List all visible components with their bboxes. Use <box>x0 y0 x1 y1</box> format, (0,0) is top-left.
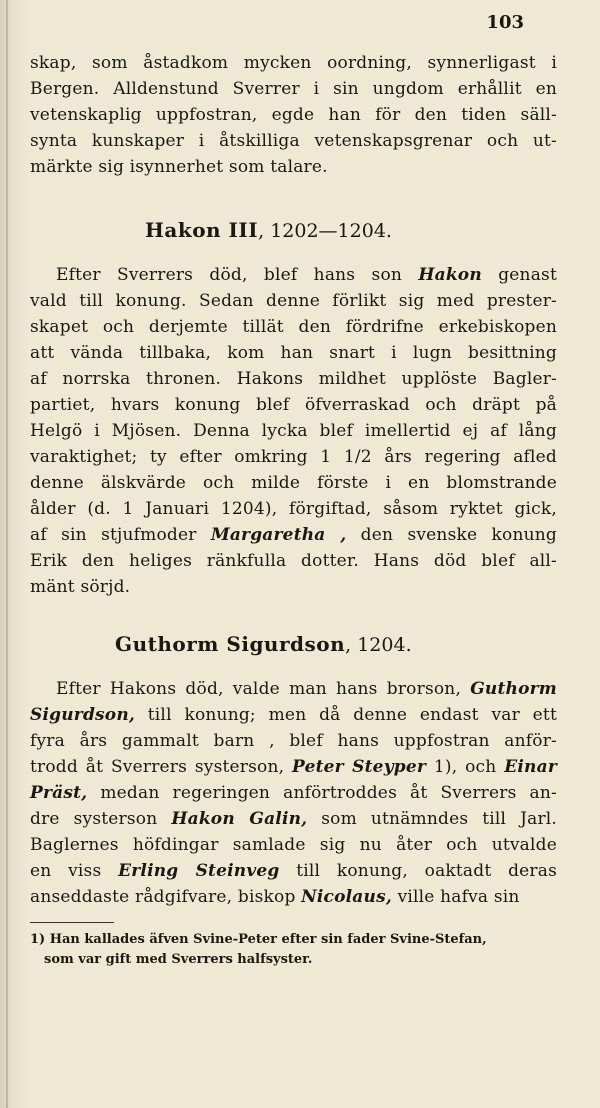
text-line <box>30 548 557 574</box>
text-line: märkte sig isynnerhet som talare. <box>30 157 328 177</box>
heading-name: Guthorm Sigurdson <box>115 632 346 656</box>
heading-name: Hakon III <box>145 218 259 242</box>
emphasized-name: Hakon <box>418 265 482 285</box>
text-segment: af norrska thronen. Hakons mildhet upplöste Bagler- <box>30 369 557 389</box>
text-segment: att vända tillbaka, kom han snart i lugn besittning <box>30 343 557 363</box>
text-segment: trodd åt Sverrers systerson, <box>30 757 293 777</box>
text-line <box>30 340 557 366</box>
text-segment: Efter Hakons död, valde man hans brorson, <box>56 679 471 699</box>
text-segment: 1), och <box>426 757 505 777</box>
emphasized-name: Erling Steinveg <box>118 861 280 881</box>
text-line: Bergen. Alldenstund Sverrer i sin ungdom erhållit en <box>30 79 557 99</box>
text-line <box>30 884 557 910</box>
text-segment: som utnämndes till Jarl. <box>307 809 558 829</box>
text-segment: till konung, oaktadt deras <box>279 861 558 881</box>
text-line <box>30 574 557 600</box>
text-segment: Erik den heliges ränkfulla dotter. Hans död blef all- <box>30 551 557 571</box>
footnote-line: som var gift med Sverrers halfsyster. <box>44 952 313 967</box>
text-line <box>30 858 557 884</box>
section-heading-guthorm <box>115 632 412 656</box>
text-line <box>30 288 557 314</box>
text-line <box>30 470 557 496</box>
emphasized-name: Sigurdson, <box>30 705 136 725</box>
text-line <box>30 418 557 444</box>
text-segment: skapet och derjemte tillät den fördrifne erkebiskopen <box>30 317 557 337</box>
text-segment: af sin stjufmoder <box>30 525 211 545</box>
text-segment: mänt sörjd. <box>30 577 131 597</box>
text-segment: Helgö i Mjösen. Denna lycka blef imellertid ej af lång <box>30 421 557 441</box>
footnote <box>30 930 560 970</box>
text-line <box>30 366 557 392</box>
emphasized-name: Nicolaus, <box>301 887 392 907</box>
footnote-line: 1) Han kallades äfven Svine-Peter efter sin fader Svine-Stefan, <box>30 932 487 947</box>
text-segment: genast <box>481 265 557 285</box>
text-line <box>30 496 557 522</box>
text-segment: vald till konung. Sedan denne förlikt sig med prester- <box>30 291 557 311</box>
text-line: skap, som åstadkom mycken oordning, synnerligast i <box>30 53 557 73</box>
text-line <box>30 262 557 288</box>
text-line <box>30 522 557 548</box>
text-segment: partiet, hvars konung blef öfverraskad och dräpt på <box>30 395 557 415</box>
intro-paragraph <box>30 50 557 180</box>
text-segment: dre systerson <box>30 809 172 829</box>
emphasized-name: Margaretha , <box>210 525 347 545</box>
emphasized-name: Peter Steyper <box>292 757 427 777</box>
text-segment: Efter Sverrers död, blef hans son <box>56 265 419 285</box>
emphasized-name: Einar <box>504 757 557 777</box>
text-segment: varaktighet; ty efter omkring 1 1/2 års regering afled <box>30 447 557 467</box>
text-line <box>30 702 557 728</box>
text-line <box>30 780 557 806</box>
text-segment: Baglernes höfdingar samlade sig nu åter och utvalde <box>30 835 557 855</box>
text-segment: en viss <box>30 861 119 881</box>
binding-gutter <box>6 0 8 1108</box>
text-segment: denne älskvärde och milde förste i en blomstrande <box>30 473 557 493</box>
page-number: 103 <box>486 12 524 33</box>
text-line: vetenskaplig uppfostran, egde han för den tiden säll- <box>30 105 557 125</box>
emphasized-name: Guthorm <box>470 679 557 699</box>
heading-dates: , 1204. <box>345 634 412 656</box>
text-line <box>30 314 557 340</box>
text-line <box>30 392 557 418</box>
text-line <box>30 806 557 832</box>
text-segment: ålder (d. 1 Januari 1204), förgiftad, såsom ryktet gick, <box>30 499 557 519</box>
section-hakon-body <box>30 262 557 600</box>
text-line <box>30 444 557 470</box>
text-segment: fyra års gammalt barn , blef hans uppfostran anför- <box>30 731 557 751</box>
text-line <box>30 676 557 702</box>
text-line <box>30 754 557 780</box>
emphasized-name: Präst, <box>30 783 88 803</box>
text-segment: den svenske konung <box>346 525 557 545</box>
section-guthorm-body <box>30 676 557 910</box>
footnote-rule <box>30 922 114 923</box>
text-segment: medan regeringen anförtroddes åt Sverrers an- <box>87 783 557 803</box>
text-line: synta kunskaper i åtskilliga vetenskapsgrenar och ut- <box>30 131 557 151</box>
text-line <box>30 832 557 858</box>
section-heading-hakon <box>145 218 392 242</box>
text-segment: anseddaste rådgifvare, biskop <box>30 887 302 907</box>
heading-dates: , 1202—1204. <box>258 220 392 242</box>
text-segment: ville hafva sin <box>391 887 520 907</box>
text-line <box>30 728 557 754</box>
text-segment: till konung; men då denne endast var ett <box>135 705 557 725</box>
emphasized-name: Hakon Galin, <box>171 809 308 829</box>
